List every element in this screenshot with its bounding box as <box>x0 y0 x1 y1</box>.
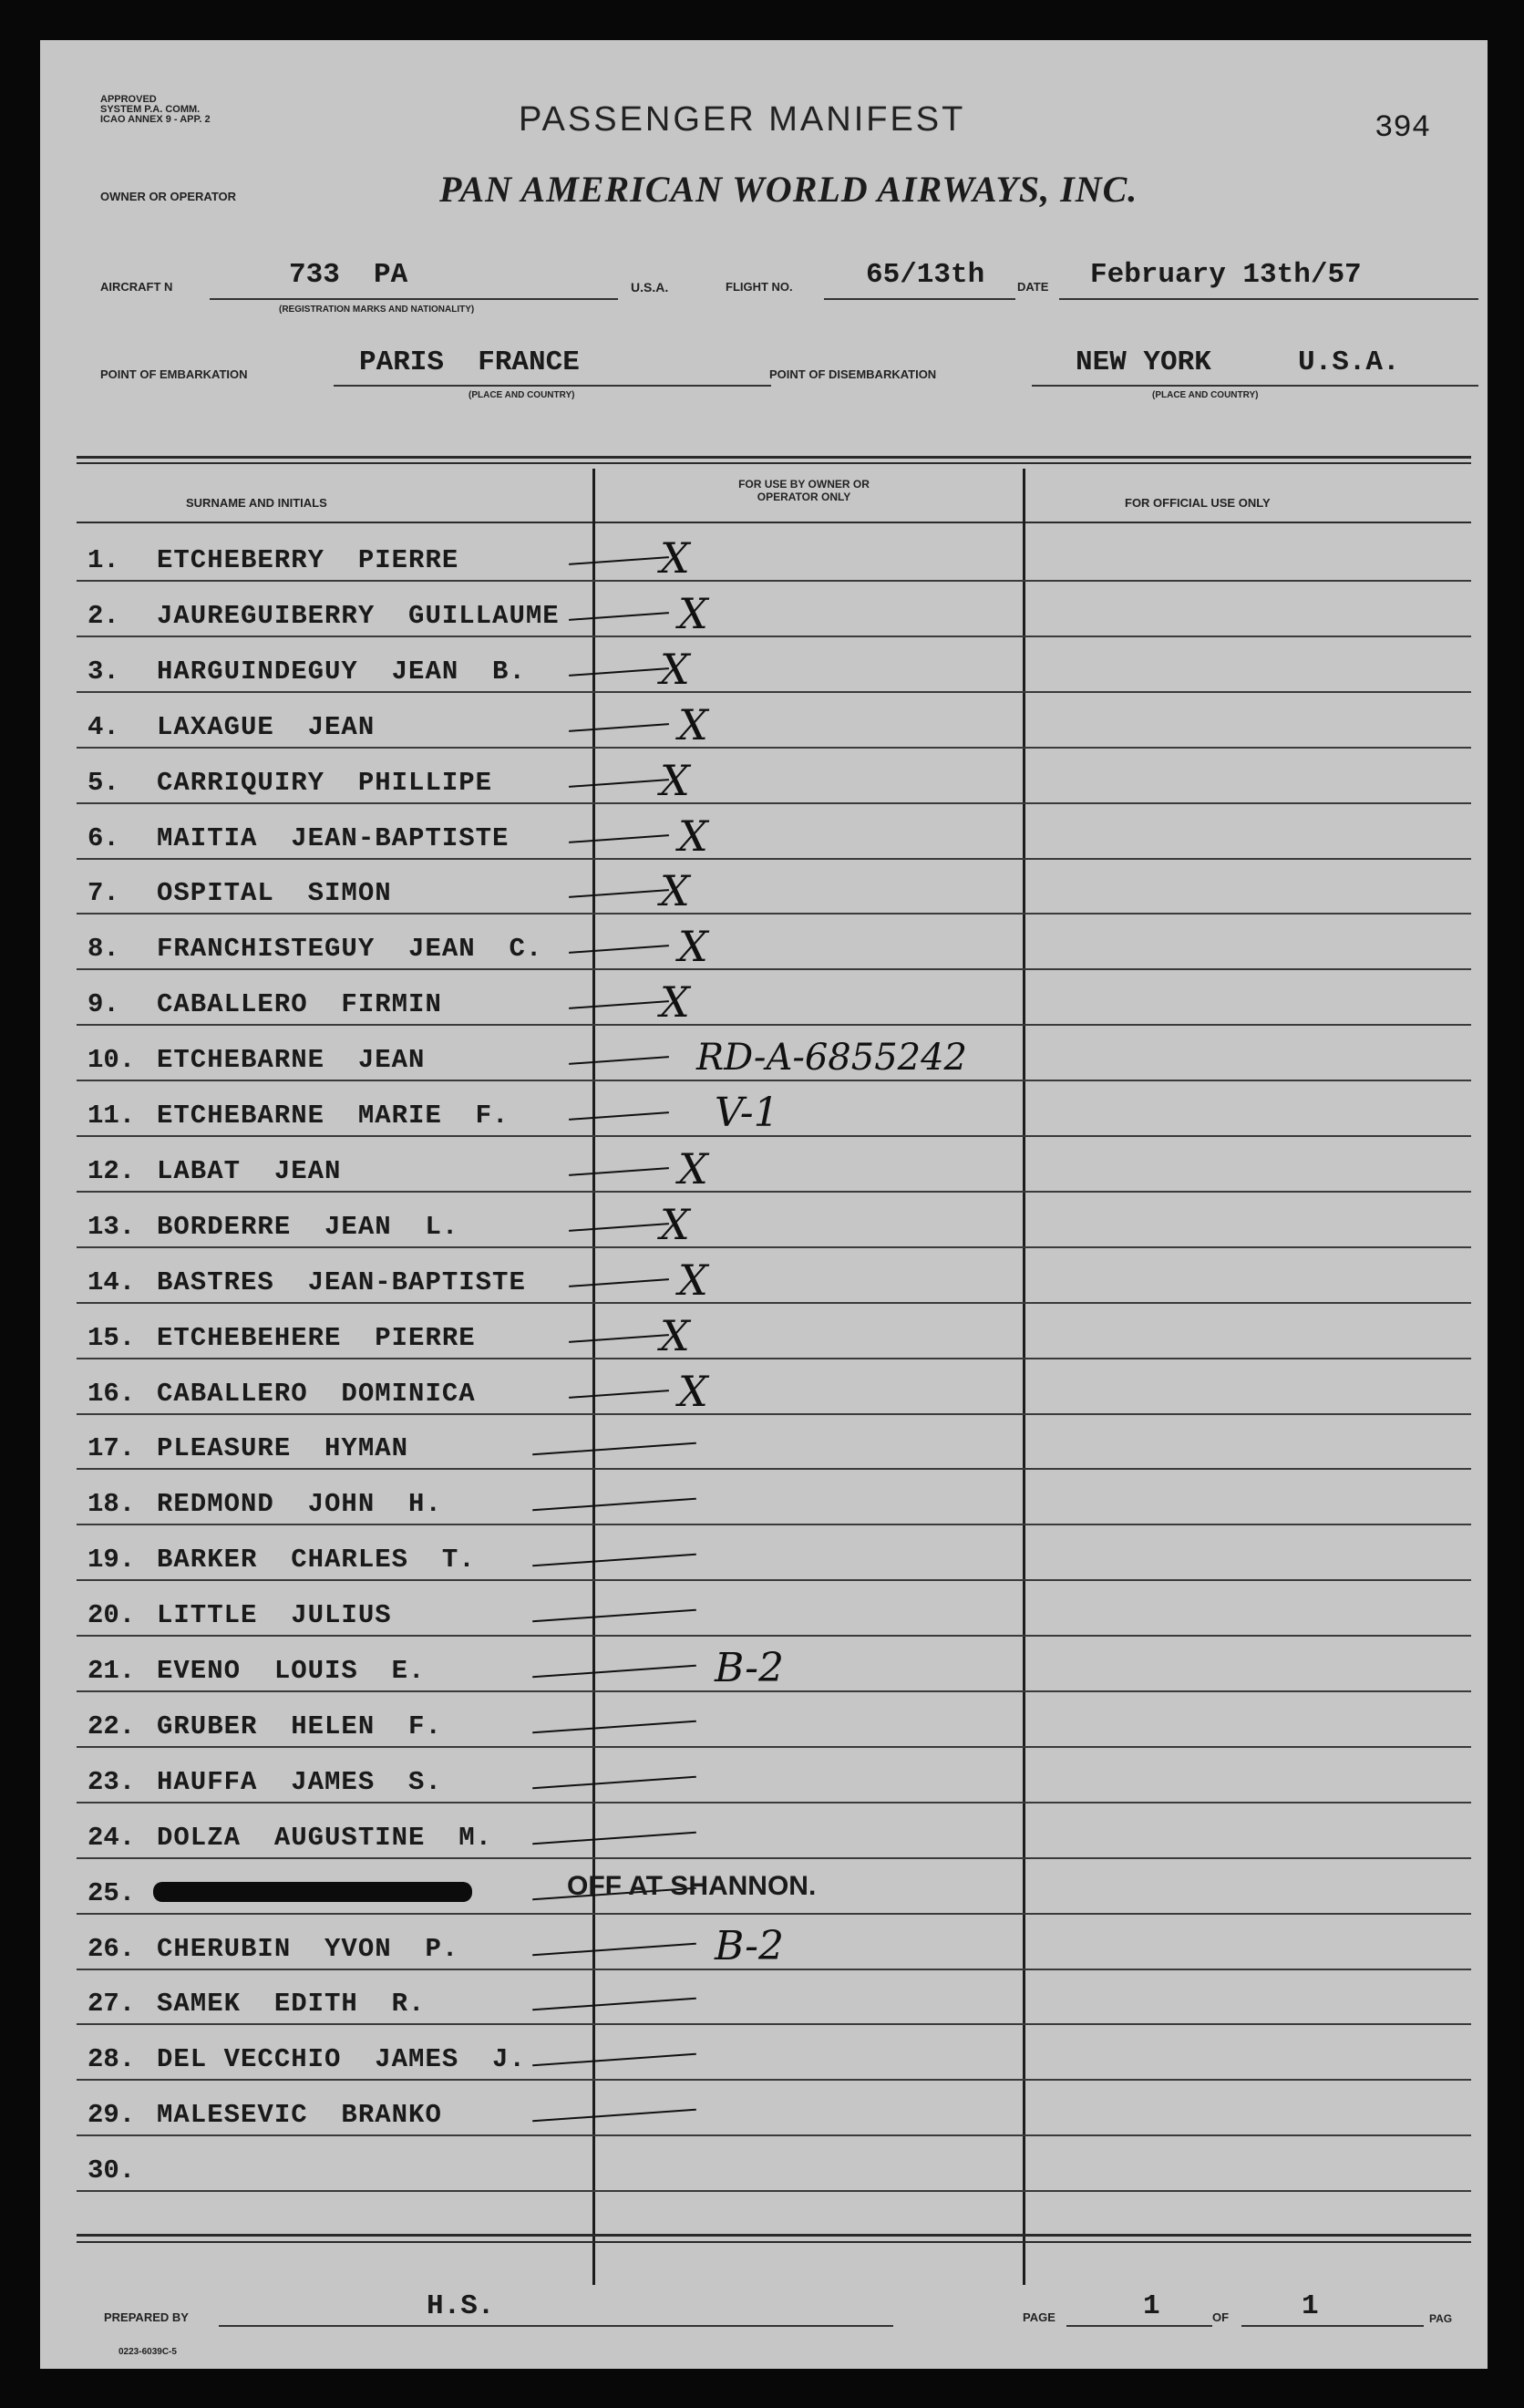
prepared-value: H.S. <box>427 2290 495 2322</box>
passenger-name: REDMOND JOHN H. <box>157 1489 442 1519</box>
row-rule <box>77 2079 1471 2081</box>
check-dash <box>569 889 669 898</box>
check-mark: X <box>660 977 690 1027</box>
row-number: 19. <box>88 1545 136 1575</box>
check-dash <box>532 1665 696 1679</box>
table-bottom-rule <box>77 2234 1471 2237</box>
row-number: 30. <box>88 2155 136 2186</box>
row-rule <box>77 968 1471 970</box>
check-dash <box>532 1721 696 1734</box>
embark-underline <box>334 385 771 387</box>
check-dash <box>569 1278 669 1287</box>
row-rule <box>77 1524 1471 1525</box>
check-mark: X <box>678 1367 708 1416</box>
row-number: 22. <box>88 1711 136 1741</box>
row-rule <box>77 858 1471 860</box>
row-rule <box>77 580 1471 582</box>
check-dash <box>569 1056 669 1065</box>
date-underline <box>1059 298 1478 300</box>
row-rule <box>77 1579 1471 1581</box>
check-dash <box>569 1111 669 1121</box>
check-mark: X <box>678 811 708 861</box>
row-rule <box>77 747 1471 749</box>
table-top-rule-2 <box>77 462 1471 464</box>
passenger-name: CHERUBIN YVON P. <box>157 1934 459 1964</box>
owner-name: PAN AMERICAN WORLD AIRWAYS, INC. <box>439 169 1138 210</box>
check-dash <box>532 1998 696 2011</box>
remark-stamp: OFF AT SHANNON. <box>567 1871 817 1901</box>
aircraft-underline <box>210 298 618 300</box>
passenger-name: HAUFFA JAMES S. <box>157 1767 442 1797</box>
row-number: 10. <box>88 1045 136 1075</box>
flight-value: 65/13th <box>866 259 985 291</box>
check-dash <box>532 1776 696 1790</box>
row-number: 16. <box>88 1379 136 1409</box>
approval-note <box>100 95 211 125</box>
row-number: 20. <box>88 1600 136 1630</box>
owner-label: OWNER OR OPERATOR <box>100 190 237 203</box>
row-number: 3. <box>88 656 119 687</box>
passenger-name: PLEASURE HYMAN <box>157 1433 409 1463</box>
check-mark: X <box>678 922 708 971</box>
header-rule <box>77 522 1471 523</box>
row-rule <box>77 2023 1471 2025</box>
passenger-name: SAMEK EDITH R. <box>157 1989 426 2019</box>
check-mark: X <box>660 756 690 805</box>
approval-line-2: SYSTEM P.A. COMM. <box>100 104 201 115</box>
check-dash <box>569 1000 669 1009</box>
row-number: 13. <box>88 1212 136 1242</box>
usa-label: U.S.A. <box>631 280 669 295</box>
handwritten-note: B-2 <box>715 1923 785 1969</box>
row-rule <box>77 913 1471 915</box>
passenger-name: ETCHEBARNE MARIE F. <box>157 1101 510 1131</box>
passenger-name: LAXAGUE JEAN <box>157 712 376 742</box>
passenger-name: EVENO LOUIS E. <box>157 1656 426 1686</box>
row-number: 9. <box>88 989 119 1019</box>
check-mark: X <box>660 533 690 583</box>
page-label: PAGE <box>1023 2310 1055 2324</box>
row-rule <box>77 636 1471 637</box>
row-number: 18. <box>88 1489 136 1519</box>
check-dash <box>569 612 669 621</box>
passenger-name: BORDERRE JEAN L. <box>157 1212 459 1242</box>
prepared-underline <box>219 2325 893 2327</box>
manifest-sheet <box>40 40 1488 2369</box>
disembark-sublabel: (PLACE AND COUNTRY) <box>1152 390 1259 400</box>
handwritten-note: V-1 <box>715 1090 779 1136</box>
approval-line-1: APPROVED <box>100 94 157 105</box>
date-label: DATE <box>1017 280 1049 294</box>
passenger-name: CARRIQUIRY PHILLIPE <box>157 768 493 798</box>
passenger-name: CABALLERO DOMINICA <box>157 1379 476 1409</box>
row-number: 5. <box>88 768 119 798</box>
prepared-label: PREPARED BY <box>104 2310 189 2324</box>
form-code: 0223-6039C-5 <box>118 2347 177 2357</box>
check-dash <box>569 1167 669 1176</box>
passenger-name: BASTRES JEAN-BAPTISTE <box>157 1267 526 1297</box>
check-dash <box>569 1390 669 1399</box>
passenger-name: LITTLE JULIUS <box>157 1600 392 1630</box>
aircraft-label: AIRCRAFT N <box>100 280 173 294</box>
check-dash <box>569 723 669 732</box>
check-dash <box>532 1442 696 1456</box>
check-dash <box>532 1943 696 1957</box>
of-label: OF <box>1212 2310 1230 2324</box>
check-dash <box>532 1498 696 1512</box>
disembark-underline <box>1032 385 1478 387</box>
passenger-name: OSPITAL SIMON <box>157 878 392 908</box>
row-rule <box>77 802 1471 804</box>
passenger-name: FRANCHISTEGUY JEAN C. <box>157 934 543 964</box>
page-title: PASSENGER MANIFEST <box>519 100 966 139</box>
row-number: 17. <box>88 1433 136 1463</box>
check-mark: X <box>678 589 708 638</box>
row-number: 21. <box>88 1656 136 1686</box>
disembark-country: U.S.A. <box>1298 346 1400 378</box>
passenger-name: CABALLERO FIRMIN <box>157 989 442 1019</box>
check-mark: X <box>678 700 708 749</box>
col-header-names: SURNAME AND INITIALS <box>186 496 327 510</box>
col-divider-2 <box>1023 469 1025 2285</box>
page-underline <box>1066 2325 1212 2327</box>
passenger-name: GRUBER HELEN F. <box>157 1711 442 1741</box>
col-header-official: FOR OFFICIAL USE ONLY <box>1125 496 1271 510</box>
row-number: 27. <box>88 1989 136 2019</box>
aircraft-sublabel: (REGISTRATION MARKS AND NATIONALITY) <box>279 305 475 315</box>
row-number: 8. <box>88 934 119 964</box>
check-mark: X <box>678 1144 708 1194</box>
row-rule <box>77 1024 1471 1026</box>
row-rule <box>77 1746 1471 1748</box>
disembark-city: NEW YORK <box>1076 346 1211 378</box>
passenger-name: ETCHEBEHERE PIERRE <box>157 1323 476 1353</box>
passenger-name: BARKER CHARLES T. <box>157 1545 476 1575</box>
embark-sublabel: (PLACE AND COUNTRY) <box>469 390 575 400</box>
row-number: 12. <box>88 1156 136 1186</box>
check-mark: X <box>660 1311 690 1360</box>
row-number: 14. <box>88 1267 136 1297</box>
row-number: 29. <box>88 2100 136 2130</box>
check-dash <box>532 1832 696 1845</box>
check-dash <box>569 779 669 788</box>
row-rule <box>77 1413 1471 1415</box>
check-dash <box>532 2109 696 2123</box>
check-dash <box>532 2053 696 2067</box>
row-rule <box>77 1191 1471 1193</box>
aircraft-value: 733 PA <box>289 259 408 291</box>
passenger-name: ETCHEBARNE JEAN <box>157 1045 426 1075</box>
passenger-name: MALESEVIC BRANKO <box>157 2100 442 2130</box>
col-divider-1 <box>592 469 595 2285</box>
disembark-label: POINT OF DISEMBARKATION <box>769 367 937 381</box>
row-rule <box>77 1857 1471 1859</box>
row-number: 15. <box>88 1323 136 1353</box>
row-number: 6. <box>88 823 119 853</box>
row-rule <box>77 2190 1471 2192</box>
total-pages: 1 <box>1302 2290 1319 2322</box>
check-dash <box>569 1334 669 1343</box>
table-top-rule <box>77 456 1471 459</box>
check-mark: X <box>660 866 690 915</box>
embark-label: POINT OF EMBARKATION <box>100 367 248 381</box>
flight-label: FLIGHT NO. <box>726 280 793 294</box>
row-rule <box>77 691 1471 693</box>
row-rule <box>77 1802 1471 1803</box>
page-stamp-number: 394 <box>1375 111 1431 146</box>
of-underline <box>1241 2325 1424 2327</box>
check-dash <box>569 1223 669 1232</box>
date-value: February 13th/57 <box>1090 259 1362 291</box>
row-number: 25. <box>88 1878 136 1908</box>
row-rule <box>77 2134 1471 2136</box>
redaction-scribble <box>153 1882 472 1902</box>
row-number: 26. <box>88 1934 136 1964</box>
check-mark: X <box>660 645 690 694</box>
flight-underline <box>824 298 1015 300</box>
table-bottom-rule-2 <box>77 2241 1471 2243</box>
row-rule <box>77 1913 1471 1915</box>
row-number: 28. <box>88 2044 136 2074</box>
col-header-owner: FOR USE BY OWNER OR OPERATOR ONLY <box>738 478 870 503</box>
handwritten-note: RD-A-6855242 <box>696 1037 967 1079</box>
check-dash <box>569 834 669 843</box>
row-rule <box>77 1468 1471 1470</box>
row-number: 1. <box>88 545 119 575</box>
handwritten-note: B-2 <box>715 1645 785 1691</box>
row-rule <box>77 1358 1471 1359</box>
check-dash <box>569 945 669 954</box>
check-mark: X <box>660 1200 690 1249</box>
row-number: 23. <box>88 1767 136 1797</box>
passenger-name: MAITIA JEAN-BAPTISTE <box>157 823 510 853</box>
row-rule <box>77 1635 1471 1637</box>
row-number: 4. <box>88 712 119 742</box>
check-dash <box>532 1609 696 1623</box>
row-number: 7. <box>88 878 119 908</box>
passenger-name: JAUREGUIBERRY GUILLAUME <box>157 601 560 631</box>
passenger-name: ETCHEBERRY PIERRE <box>157 545 459 575</box>
passenger-name: DOLZA AUGUSTINE M. <box>157 1823 493 1853</box>
row-number: 24. <box>88 1823 136 1853</box>
check-dash <box>569 667 669 677</box>
row-number: 11. <box>88 1101 136 1131</box>
row-rule <box>77 1246 1471 1248</box>
embark-value: PARIS FRANCE <box>359 346 580 378</box>
row-rule <box>77 1302 1471 1304</box>
check-dash <box>569 556 669 565</box>
passenger-name: HARGUINDEGUY JEAN B. <box>157 656 526 687</box>
check-mark: X <box>678 1256 708 1305</box>
row-number: 2. <box>88 601 119 631</box>
passenger-name: LABAT JEAN <box>157 1156 342 1186</box>
page-number: 1 <box>1143 2290 1160 2322</box>
approval-line-3: ICAO ANNEX 9 - APP. 2 <box>100 114 211 125</box>
page-suffix: PAG <box>1429 2312 1453 2325</box>
passenger-name: DEL VECCHIO JAMES J. <box>157 2044 526 2074</box>
check-dash <box>532 1554 696 1567</box>
